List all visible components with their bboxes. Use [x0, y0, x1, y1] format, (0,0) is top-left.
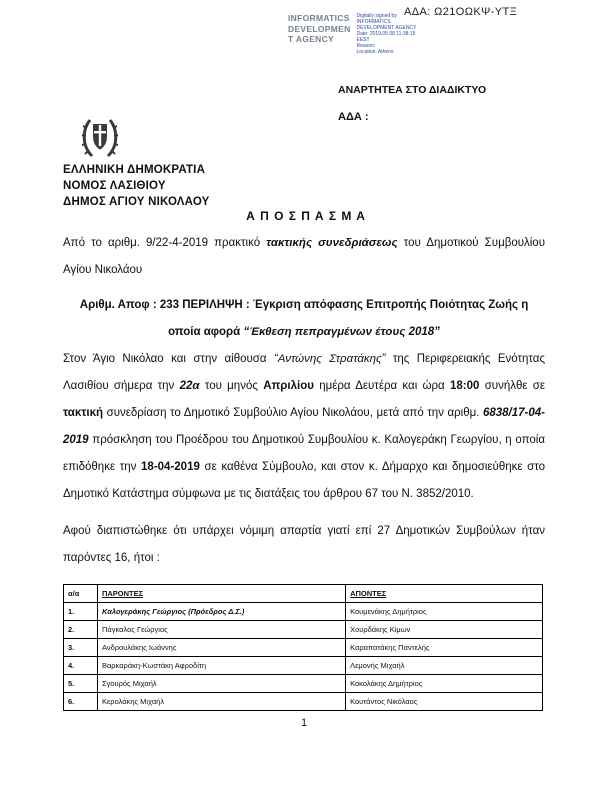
text-run: 18-04-2019	[141, 461, 200, 473]
col-header-absent: ΑΠΟΝΤΕΣ	[346, 585, 543, 603]
organization-block	[63, 162, 210, 210]
quorum-paragraph: Αφού διαπιστώθηκε ότι υπάρχει νόμιμη απαρτία γιατί επί 27 Δημοτικών Συμβούλων ήταν παρόντες 16, ήτοι :	[63, 525, 545, 564]
text-run: 22α	[179, 380, 200, 392]
document-content	[63, 230, 545, 730]
signature-detail-line: DEVELOPMENT AGENCY	[356, 25, 417, 31]
text-run: 6838/17-04-2019	[63, 407, 545, 446]
absent-member: Καραπατάκης Παντελής	[346, 639, 543, 657]
absent-member: Λεμονής Μιχαήλ	[346, 657, 543, 675]
signature-agency-line: INFORMATICS	[288, 13, 350, 23]
row-index: 2.	[64, 621, 98, 639]
text-run: συνήλθε σε	[479, 380, 546, 392]
ada-code-top: ΑΔΑ: Ω21ΟΩΚΨ-ΥΤΞ	[404, 6, 518, 18]
signature-detail-line: Reason:	[356, 43, 376, 49]
row-index: 1.	[64, 603, 98, 621]
signature-detail-line: INFORMATICS	[356, 19, 391, 25]
greek-coat-of-arms-icon	[80, 114, 120, 162]
table-row	[64, 639, 543, 657]
anartitea-label: ΑΝΑΡΤΗΤΕΑ ΣΤΟ ΔΙΑΔΙΚΤΥΟ	[338, 84, 487, 96]
present-member: Βαρκαράκη-Κωστάκη Αφροδίτη	[97, 657, 345, 675]
attendance-table	[63, 584, 543, 711]
signature-agency-name	[288, 13, 351, 45]
text-run: Από το αριθμ. 9/22-4-2019 πρακτικό	[63, 237, 267, 249]
intro-paragraph	[63, 230, 545, 284]
text-run: Απριλίου	[263, 380, 314, 392]
present-member: Πάγκαλος Γεώργιος	[97, 621, 345, 639]
signature-detail-line: Date: 2019.05.08 11:38:15	[356, 31, 416, 37]
table-row	[64, 621, 543, 639]
text-run: της Περιφερειακής Ενότητας Λασιθίου σήμερα την	[63, 353, 545, 392]
table-row	[64, 693, 543, 711]
row-index: 6.	[64, 693, 98, 711]
present-member: Ανδρουλάκης Ιωάννης	[97, 639, 345, 657]
text-run: του μηνός	[199, 380, 264, 392]
table-row	[64, 675, 543, 693]
subject-paragraph	[63, 292, 545, 346]
signature-detail-line: EEST	[356, 37, 370, 43]
text-run: συνεδρίαση το Δημοτικό Συμβούλιο Αγίου Νικολάου, μετά από την αριθμ.	[103, 407, 483, 419]
page-number: 1	[300, 717, 308, 729]
present-member: Κερολάκης Μιχαήλ	[97, 693, 345, 711]
row-index: 4.	[64, 657, 98, 675]
signature-agency-line: DEVELOPMEN	[288, 23, 351, 34]
org-line-municipality: ΔΗΜΟΣ ΑΓΙΟΥ ΝΙΚΟΛΑΟΥ	[63, 196, 210, 208]
text-run: τακτικής συνεδριάσεως	[266, 237, 398, 249]
digital-signature-stamp	[288, 13, 427, 55]
signature-detail-line: Location: Athens	[356, 49, 394, 55]
text-run: “Έκθεση πεπραγμένων έτους 2018”	[243, 326, 440, 338]
text-run: Έγκριση απόφασης Επιτροπής Ποιότητας Ζωής η οποία αφορά	[168, 299, 529, 338]
text-run: ημέρα Δευτέρα και ώρα	[313, 380, 450, 392]
org-line-prefecture: ΝΟΜΟΣ ΛΑΣΙΘΙΟΥ	[63, 180, 166, 192]
table-header-row	[64, 585, 543, 603]
text-run: Αριθμ. Αποφ : 233 ΠΕΡΙΛΗΨΗ :	[79, 299, 253, 311]
text-run: τακτική	[63, 407, 104, 419]
text-run: Στον Άγιο Νικόλαο και στην αίθουσα	[63, 353, 274, 365]
present-member: Καλογεράκης Γεώργιος (Πρόεδρος Δ.Σ.)	[97, 603, 345, 621]
ada-label: ΑΔΑ :	[338, 111, 369, 123]
text-run: πρόσκληση του Προέδρου του Δημοτικού Συμβουλίου κ. Καλογεράκη Γεωργίου, η οποία επιδόθηκε την	[63, 434, 545, 473]
absent-member: Κοκολάκης Δημήτριος	[346, 675, 543, 693]
signature-detail-line: Digitally signed by	[356, 13, 397, 19]
text-run: 18:00	[450, 380, 480, 392]
absent-member: Κουτάντος Νικόλαος	[346, 693, 543, 711]
row-index: 5.	[64, 675, 98, 693]
signature-agency-line: T AGENCY	[288, 34, 335, 45]
absent-member: Χουρδάκης Κίμων	[346, 621, 543, 639]
table-row	[64, 603, 543, 621]
text-run: “Αντώνης Στρατάκης”	[273, 353, 386, 365]
text-run: του Δημοτικού Συμβουλίου Αγίου Νικολάου	[63, 237, 545, 276]
absent-member: Κουμενάκης Δημήτριος	[346, 603, 543, 621]
row-index: 3.	[64, 639, 98, 657]
signature-details	[357, 13, 427, 55]
col-header-present: ΠΑΡΟΝΤΕΣ	[97, 585, 345, 603]
text-run: σε καθένα Σύμβουλο, και στον κ. Δήμαρχο και δημοσιεύθηκε στο Δημοτικό Κατάστημα σύμφωνα με τις διατάξεις του άρθρου 67 του Ν. 3852/2010.	[63, 461, 545, 500]
col-header-index: α/α	[64, 585, 98, 603]
present-member: Σγουρός Μιχαήλ	[97, 675, 345, 693]
document-title: Α Π Ο Σ Π Α Σ Μ Α	[246, 209, 366, 223]
org-line-republic: ΕΛΛΗΝΙΚΗ ΔΗΜΟΚΡΑΤΙΑ	[63, 164, 206, 176]
body-paragraph	[63, 346, 545, 508]
table-row	[64, 657, 543, 675]
